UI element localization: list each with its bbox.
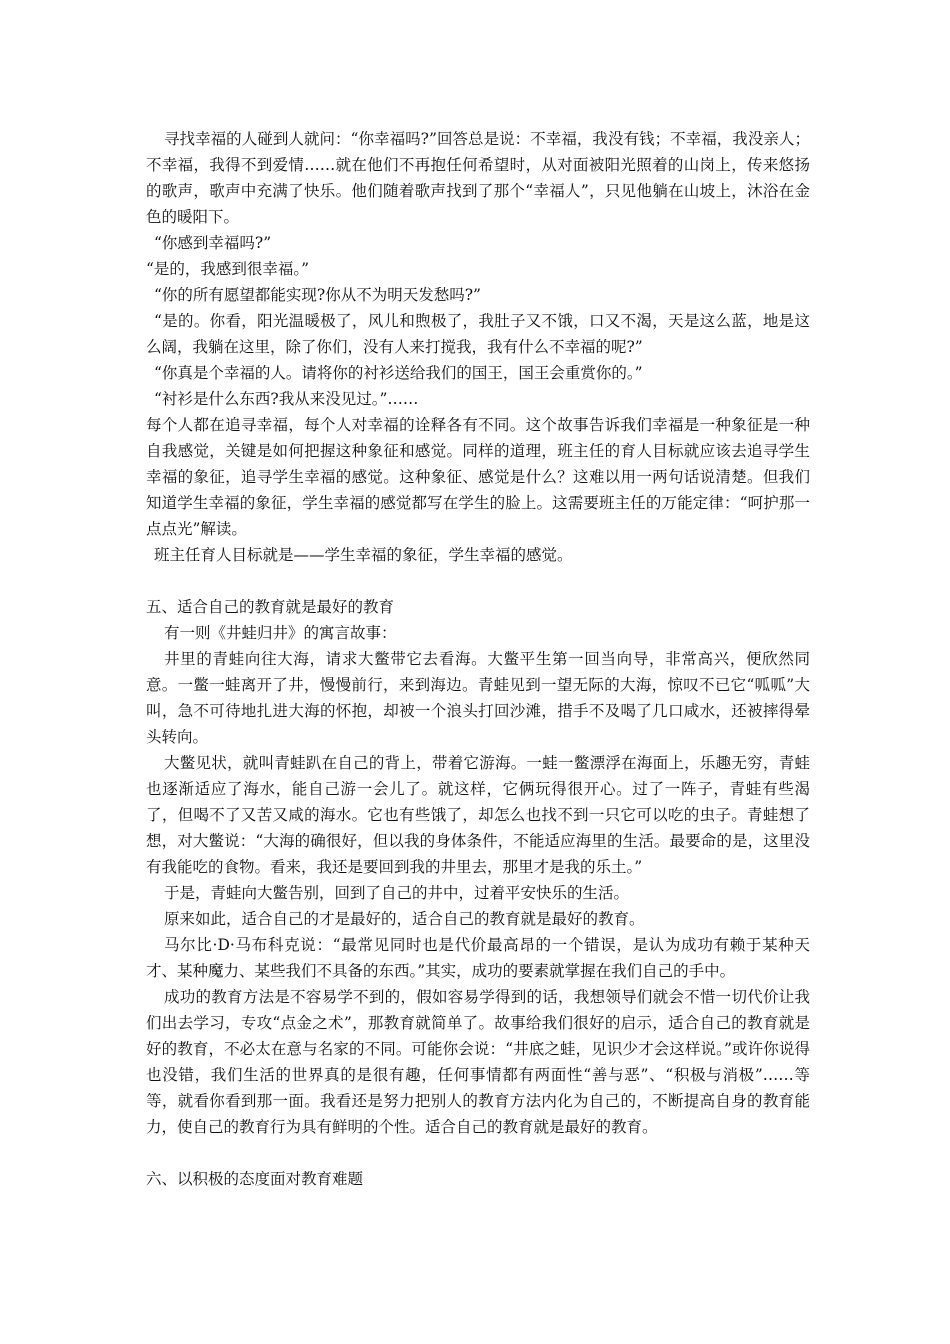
paragraph-fable: 井里的青蛙向往大海，请求大鳖带它去看海。大鳖平生第一回当向导，非常高兴，便欣然同意。一鳖一蛙离开了井，慢慢前行，来到海边。青蛙见到一望无际的大海，惊叹不已它“呱呱”大叫，急不可待地扎进大海的怀抱，却被一个浪头打回沙滩，措手不及喝了几口咸水，还被摔得晕头转向。 [146, 650, 810, 746]
section-heading-five: 五、适合自己的教育就是最好的教育 [146, 598, 395, 616]
paragraph-conclusion: 班主任育人目标就是——学生幸福的象征，学生幸福的感觉。 [154, 546, 573, 564]
paragraph-commentary: 每个人都在追寻幸福，每个人对幸福的诠释各有不同。这个故事告诉我们幸福是一种象征是一种自我感觉，关键是如何把握这种象征和感觉。同样的道理，班主任的育人目标就应该去追寻学生幸福的象征，追寻学生幸福的感觉。这种象征、感觉是什么？这难以用一两句话说清楚。但我们知道学生幸福的象征，学生幸福的感觉都写在学生的脸上。这需要班主任的万能定律：“呵护那一点点光”解读。 [146, 416, 810, 538]
document-page [146, 126, 810, 1192]
dialogue-line: “你真是个幸福的人。请将你的衬衫送给我们的国王，国王会重赏你的。” [154, 364, 643, 382]
paragraph-quote: 马尔比·D·马布科克说：“最常见同时也是代价最高昂的一个错误，是认为成功有赖于某种天才、某种魔力、某些我们不具备的东西。”其实，成功的要素就掌握在我们自己的手中。 [146, 936, 810, 980]
paragraph-happiness-story: 寻找幸福的人碰到人就问：“你幸福吗?”回答总是说：不幸福，我没有钱；不幸福，我没亲人；不幸福，我得不到爱情……就在他们不再抱任何希望时，从对面被阳光照着的山岗上，传来悠扬的歌声，歌声中充满了快乐。他们随着歌声找到了那个“幸福人”，只见他躺在山坡上，沐浴在金色的暖阳下。 [146, 130, 810, 226]
paragraph-fable-intro: 有一则《井蛙归井》的寓言故事： [164, 624, 397, 642]
dialogue-line: “衬衫是什么东西?我从来没见过。”…… [154, 390, 419, 408]
section-heading-six: 六、以积极的态度面对教育难题 [146, 1170, 364, 1188]
dialogue-line: “你的所有愿望都能实现?你从不为明天发愁吗?” [154, 286, 481, 304]
dialogue-line: “你感到幸福吗?” [154, 234, 272, 252]
section-spacer [146, 568, 810, 594]
dialogue-line: “是的，我感到很幸福。” [146, 260, 310, 278]
paragraph-fable: 大鳖见状，就叫青蛙趴在自己的背上，带着它游海。一蛙一鳖漂浮在海面上，乐趣无穷，青蛙也逐渐适应了海水，能自己游一会儿了。就这样，它俩玩得很开心。过了一阵子，青蛙有些渴了，但喝不了又苦又咸的海水。它也有些饿了，却怎么也找不到一只它可以吃的虫子。青蛙想了想，对大鳖说：“大海的确很好，但以我的身体条件，不能适应海里的生活。最要命的是，这里没有我能吃的食物。看来，我还是要回到我的井里去，那里才是我的乐土。” [146, 754, 810, 876]
dialogue-line: “是的。你看，阳光温暖极了，风儿和煦极了，我肚子又不饿，口又不渴，天是这么蓝，地是这么阔，我躺在这里，除了你们，没有人来打搅我，我有什么不幸福的呢?” [146, 312, 810, 356]
paragraph-fable: 于是，青蛙向大鳖告别，回到了自己的井中，过着平安快乐的生活。 [164, 884, 630, 902]
section-spacer [146, 1140, 810, 1166]
paragraph-discussion: 成功的教育方法是不容易学不到的，假如容易学得到的话，我想领导们就会不惜一切代价让我们出去学习，专攻“点金之术”，那教育就简单了。故事给我们很好的启示，适合自己的教育就是好的教育，不必太在意与名家的不同。可能你会说：“井底之蛙，见识少才会这样说。”或许你说得也没错，我们生活的世界真的是很有趣，任何事情都有两面性“善与恶”、“积极与消极”……等等，就看你看到那一面。我看还是努力把别人的教育方法内化为自己的，不断提高自身的教育能力，使自己的教育行为具有鲜明的个性。适合自己的教育就是最好的教育。 [146, 988, 810, 1136]
paragraph-moral: 原来如此，适合自己的才是最好的，适合自己的教育就是最好的教育。 [164, 910, 645, 928]
